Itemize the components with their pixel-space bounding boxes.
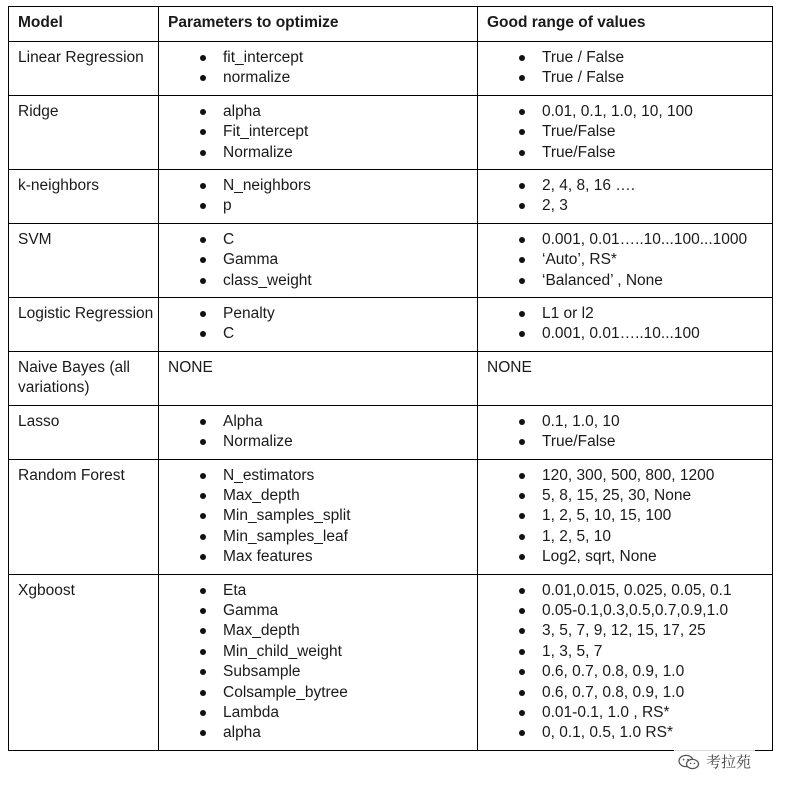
range-item-text: 0.01,0.015, 0.025, 0.05, 0.1 — [542, 581, 732, 599]
range-item — [487, 527, 764, 547]
param-item-text: C — [223, 325, 235, 343]
model-name: Logistic Regression — [9, 298, 159, 352]
param-item — [168, 527, 469, 547]
bullet-icon — [200, 109, 206, 115]
model-name: k-neighbors — [9, 170, 159, 224]
range-item — [487, 68, 764, 88]
param-item-text: p — [223, 197, 232, 215]
param-item — [168, 230, 469, 250]
range-item — [487, 102, 764, 122]
params-cell-list — [168, 412, 469, 453]
params-cell — [159, 95, 478, 169]
param-item-text: Lambda — [223, 703, 280, 721]
range-item-text: 0.01-0.1, 1.0 , RS* — [542, 703, 670, 721]
param-item-text: normalize — [223, 69, 291, 87]
params-cell-list — [168, 176, 469, 217]
range-cell-list — [487, 466, 764, 568]
param-item-text: alpha — [223, 102, 261, 120]
param-item — [168, 547, 469, 567]
table-body — [9, 42, 773, 751]
range-item — [487, 48, 764, 68]
param-item-text: fit_intercept — [223, 49, 304, 66]
bullet-icon — [200, 203, 206, 209]
param-item — [168, 176, 469, 196]
range-item — [487, 176, 764, 196]
params-cell: NONE — [159, 351, 478, 405]
hyperparameter-table — [8, 6, 773, 751]
bullet-icon — [200, 554, 206, 560]
header-row — [9, 7, 773, 42]
range-item-text: 0.1, 1.0, 10 — [542, 412, 620, 430]
range-cell-list — [487, 48, 764, 89]
table-row — [9, 459, 773, 574]
params-cell — [159, 223, 478, 297]
range-cell-list — [487, 102, 764, 163]
param-item-text: Subsample — [223, 663, 301, 681]
range-item-text: True/False — [542, 123, 616, 141]
range-item — [487, 466, 764, 486]
bullet-icon — [519, 493, 525, 499]
bullet-icon — [200, 669, 206, 675]
range-item — [487, 547, 764, 567]
range-item — [487, 412, 764, 432]
bullet-icon — [200, 588, 206, 594]
param-item — [168, 723, 469, 743]
param-item-text: Min_samples_split — [223, 507, 351, 525]
model-name: Xgboost — [9, 574, 159, 750]
bullet-icon — [200, 129, 206, 135]
params-cell — [159, 574, 478, 750]
params-cell-list — [168, 102, 469, 163]
range-cell-list — [487, 230, 764, 291]
bullet-icon — [519, 203, 525, 209]
bullet-icon — [519, 730, 525, 736]
range-item — [487, 230, 764, 250]
range-item-text: True/False — [542, 433, 616, 451]
params-cell — [159, 405, 478, 459]
header-params: Parameters to optimize — [159, 7, 478, 42]
range-item-text: 0.001, 0.01…..10...100...1000 — [542, 230, 748, 248]
range-item — [487, 662, 764, 682]
model-name: Linear Regression — [9, 42, 159, 96]
params-cell — [159, 170, 478, 224]
range-item-text: 0.6, 0.7, 0.8, 0.9, 1.0 — [542, 663, 685, 681]
bullet-icon — [519, 628, 525, 634]
range-item-text: 3, 5, 7, 9, 12, 15, 17, 25 — [542, 622, 706, 640]
model-name: SVM — [9, 223, 159, 297]
bullet-icon — [519, 311, 525, 317]
param-item — [168, 68, 469, 88]
param-item — [168, 412, 469, 432]
bullet-icon — [200, 473, 206, 479]
bullet-icon — [519, 554, 525, 560]
param-item — [168, 703, 469, 723]
param-item-text: Alpha — [223, 412, 263, 430]
param-item — [168, 122, 469, 142]
range-item — [487, 621, 764, 641]
params-cell-list — [168, 581, 469, 744]
bullet-icon — [519, 419, 525, 425]
param-item-text: Max_depth — [223, 622, 300, 640]
range-item — [487, 581, 764, 601]
range-cell-list — [487, 581, 764, 744]
range-item-text: L1 or l2 — [542, 305, 594, 323]
range-cell — [478, 574, 773, 750]
range-cell — [478, 170, 773, 224]
range-item-text: 0.6, 0.7, 0.8, 0.9, 1.0 — [542, 683, 685, 701]
param-item-text: Gamma — [223, 251, 279, 269]
params-cell-list — [168, 48, 469, 89]
range-item-text: 1, 3, 5, 7 — [542, 642, 603, 660]
param-item-text: Gamma — [223, 601, 279, 619]
range-item — [487, 304, 764, 324]
param-item — [168, 486, 469, 506]
table-row — [9, 298, 773, 352]
bullet-icon — [200, 628, 206, 634]
param-item-text: alpha — [223, 724, 261, 742]
range-item — [487, 122, 764, 142]
range-item-text: 0.05-0.1,0.3,0.5,0.7,0.9,1.0 — [542, 601, 729, 619]
param-item-text: Max features — [223, 548, 313, 566]
params-cell-list — [168, 466, 469, 568]
bullet-icon — [200, 534, 206, 540]
range-item-text: True / False — [542, 49, 625, 66]
param-item-text: Min_child_weight — [223, 642, 342, 660]
param-item-text: Fit_intercept — [223, 123, 309, 141]
bullet-icon — [200, 257, 206, 263]
param-item — [168, 506, 469, 526]
bullet-icon — [519, 150, 525, 156]
bullet-icon — [519, 588, 525, 594]
bullet-icon — [519, 257, 525, 263]
bullet-icon — [519, 183, 525, 189]
range-item — [487, 143, 764, 163]
range-item-text: True / False — [542, 69, 625, 87]
param-item — [168, 304, 469, 324]
range-item-text: 2, 4, 8, 16 …. — [542, 177, 636, 195]
bullet-icon — [519, 710, 525, 716]
range-item — [487, 196, 764, 216]
param-item-text: Penalty — [223, 305, 275, 323]
watermark-text: 考拉苑 — [705, 753, 751, 771]
params-cell-list — [168, 304, 469, 345]
range-item-text: Log2, sqrt, None — [542, 548, 657, 566]
param-item — [168, 621, 469, 641]
param-item-text: N_neighbors — [223, 177, 311, 195]
param-item-text: Eta — [223, 581, 247, 599]
model-name: Lasso — [9, 405, 159, 459]
watermark — [674, 749, 755, 774]
param-item — [168, 642, 469, 662]
range-item-text: 5, 8, 15, 25, 30, None — [542, 486, 692, 504]
table-row — [9, 170, 773, 224]
range-cell — [478, 459, 773, 574]
table-row — [9, 223, 773, 297]
params-cell — [159, 459, 478, 574]
range-item-text: True/False — [542, 143, 616, 161]
params-cell — [159, 42, 478, 96]
range-item — [487, 506, 764, 526]
range-item-text: ‘Balanced’ , None — [542, 271, 663, 289]
bullet-icon — [200, 331, 206, 337]
bullet-icon — [200, 649, 206, 655]
param-item — [168, 601, 469, 621]
param-item — [168, 196, 469, 216]
model-name: Ridge — [9, 95, 159, 169]
range-item — [487, 250, 764, 270]
bullet-icon — [519, 473, 525, 479]
range-item — [487, 683, 764, 703]
wechat-logo-icon — [678, 754, 700, 770]
bullet-icon — [200, 278, 206, 284]
bullet-icon — [200, 183, 206, 189]
param-item — [168, 683, 469, 703]
bullet-icon — [200, 237, 206, 243]
param-item — [168, 581, 469, 601]
bullet-icon — [519, 534, 525, 540]
range-cell-list — [487, 176, 764, 217]
param-item — [168, 102, 469, 122]
bullet-icon — [200, 690, 206, 696]
bullet-icon — [200, 730, 206, 736]
model-name: Naive Bayes (all variations) — [9, 351, 159, 405]
range-cell-list — [487, 412, 764, 453]
range-item-text: ‘Auto’, RS* — [542, 251, 617, 269]
range-cell — [478, 42, 773, 96]
table-row — [9, 351, 773, 405]
bullet-icon — [519, 109, 525, 115]
range-cell — [478, 223, 773, 297]
table-row — [9, 405, 773, 459]
range-item-text: 2, 3 — [542, 197, 568, 215]
range-item — [487, 324, 764, 344]
bullet-icon — [200, 513, 206, 519]
bullet-icon — [519, 75, 525, 81]
params-cell-list — [168, 230, 469, 291]
range-item-text: 0.01, 0.1, 1.0, 10, 100 — [542, 102, 693, 120]
bullet-icon — [200, 75, 206, 81]
table-row — [9, 42, 773, 96]
bullet-icon — [200, 419, 206, 425]
bullet-icon — [519, 331, 525, 337]
header-model: Model — [9, 7, 159, 42]
bullet-icon — [519, 669, 525, 675]
header-range: Good range of values — [478, 7, 773, 42]
bullet-icon — [200, 710, 206, 716]
param-item-text: Normalize — [223, 143, 293, 161]
param-item-text: C — [223, 230, 235, 248]
range-item — [487, 486, 764, 506]
range-item-text: 1, 2, 5, 10 — [542, 527, 611, 545]
range-item — [487, 271, 764, 291]
bullet-icon — [200, 150, 206, 156]
range-item — [487, 601, 764, 621]
param-item-text: Normalize — [223, 433, 293, 451]
range-item-text: 0.001, 0.01…..10...100 — [542, 325, 700, 343]
bullet-icon — [200, 311, 206, 317]
range-cell — [478, 405, 773, 459]
bullet-icon — [519, 55, 525, 61]
bullet-icon — [519, 278, 525, 284]
bullet-icon — [519, 608, 525, 614]
param-item — [168, 250, 469, 270]
param-item-text: N_estimators — [223, 466, 315, 484]
param-item-text: Colsample_bytree — [223, 683, 348, 701]
bullet-icon — [200, 439, 206, 445]
param-item-text: Min_samples_leaf — [223, 527, 348, 545]
range-cell-list — [487, 304, 764, 345]
range-item — [487, 432, 764, 452]
param-item-text: class_weight — [223, 271, 312, 289]
bullet-icon — [519, 513, 525, 519]
param-item — [168, 48, 469, 68]
table-row — [9, 574, 773, 750]
range-item-text: 1, 2, 5, 10, 15, 100 — [542, 507, 672, 525]
table-row — [9, 95, 773, 169]
range-item-text: 120, 300, 500, 800, 1200 — [542, 466, 715, 484]
bullet-icon — [200, 608, 206, 614]
bullet-icon — [519, 237, 525, 243]
param-item — [168, 143, 469, 163]
range-item — [487, 723, 764, 743]
bullet-icon — [519, 649, 525, 655]
bullet-icon — [519, 129, 525, 135]
param-item-text: Max_depth — [223, 486, 300, 504]
bullet-icon — [200, 55, 206, 61]
bullet-icon — [519, 439, 525, 445]
param-item — [168, 324, 469, 344]
params-cell — [159, 298, 478, 352]
model-name: Random Forest — [9, 459, 159, 574]
range-cell — [478, 95, 773, 169]
range-item-text: 0, 0.1, 0.5, 1.0 RS* — [542, 724, 673, 742]
range-item — [487, 642, 764, 662]
bullet-icon — [519, 690, 525, 696]
bullet-icon — [200, 493, 206, 499]
range-cell: NONE — [478, 351, 773, 405]
param-item — [168, 466, 469, 486]
param-item — [168, 662, 469, 682]
param-item — [168, 432, 469, 452]
param-item — [168, 271, 469, 291]
range-cell — [478, 298, 773, 352]
range-item — [487, 703, 764, 723]
